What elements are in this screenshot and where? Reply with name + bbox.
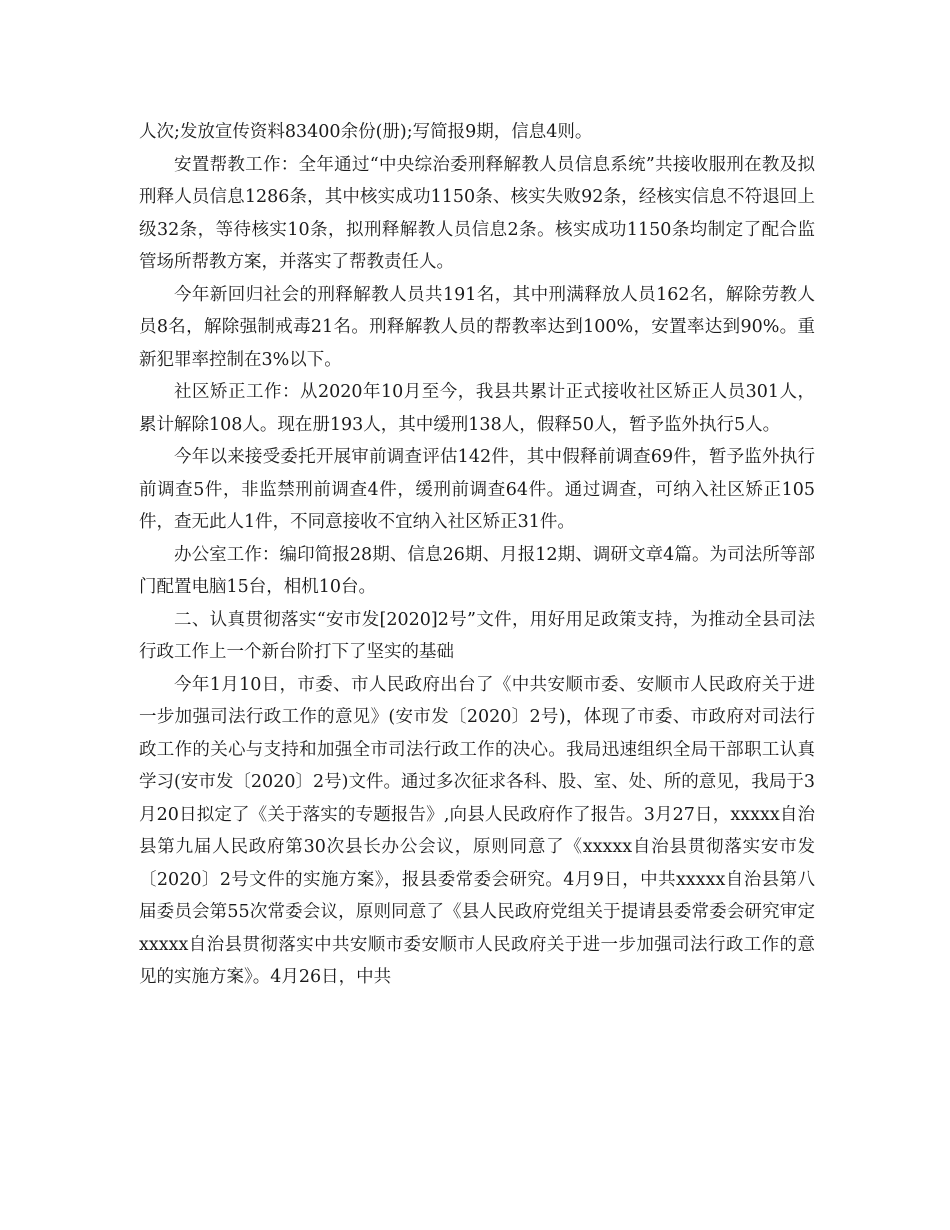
paragraph-released-persons: 今年新回归社会的刑释解教人员共191名，其中刑满释放人员162名，解除劳教人员8名，解除强制戒毒21名。刑释解教人员的帮教率达到100%，安置率达到90%。重新犯罪率控制在3%以下。 <box>139 284 815 370</box>
paragraph-resettlement-assistance: 安置帮教工作：全年通过“中央综治委刑释解教人员信息系统”共接收服刑在教及拟刑释人员信息1286条，其中核实成功1150条、核实失败92条，经核实信息不符退回上级32条，等待核实10条，拟刑释解教人员信息2条。核实成功1150条均制定了配合监管场所帮教方案，并落实了帮教责任人。 <box>139 154 815 272</box>
paragraph-pretrial-investigation: 今年以来接受委托开展审前调查评估142件，其中假释前调查69件，暂予监外执行前调查5件，非监禁刑前调查4件，缓刑前调查64件。通过调查，可纳入社区矫正105件，查无此人1件，不同意接收不宜纳入社区矫正31件。 <box>139 447 815 532</box>
paragraph-policy-implementation: 今年1月10日，市委、市人民政府出台了《中共安顺市委、安顺市人民政府关于进一步加强司法行政工作的意见》(安市发〔2020〕2号)，体现了市委、市政府对司法行政工作的关心与支持和加强全市司法行政工作的决心。我局迅速组织全局干部职工认真学习(安市发〔2020〕2号)文件。通过多次征求各科、股、室、处、所的意见，我局于3月20日拟定了《关于落实的专题报告》,向县人民政府作了报告。3月27日，xxxxx自治县第九届人民政府第30次县长办公会议，原则同意了《xxxxx自治县贯彻落实安市发〔2020〕2号文件的实施方案》，报县委常委会研究。4月9日，中共xxxxx自治县第八届委员会第55次常委会议，原则同意了《县人民政府党组关于提请县委常委会研究审定xxxxx自治县贯彻落实中共安顺市委安顺市人民政府关于进一步加强司法行政工作的意见的实施方案》。4月26日，中共 <box>139 674 815 987</box>
section-heading-2: 二、认真贯彻落实“安市发[2020]2号”文件，用好用足政策支持，为推动全县司法行政工作上一个新台阶打下了坚实的基础 <box>139 609 815 662</box>
paragraph-community-correction: 社区矫正工作：从2020年10月至今，我县共累计正式接收社区矫正人员301人，累计解除108人。现在册193人，其中缓刑138人，假释50人，暂予监外执行5人。 <box>139 382 815 435</box>
paragraph-office-work: 办公室工作：编印简报28期、信息26期、月报12期、调研文章4篇。为司法所等部门配置电脑15台，相机10台。 <box>139 544 815 597</box>
paragraph-continuation: 人次;发放宣传资料83400余份(册);写简报9期，信息4则。 <box>139 122 593 142</box>
document-body <box>139 116 815 994</box>
